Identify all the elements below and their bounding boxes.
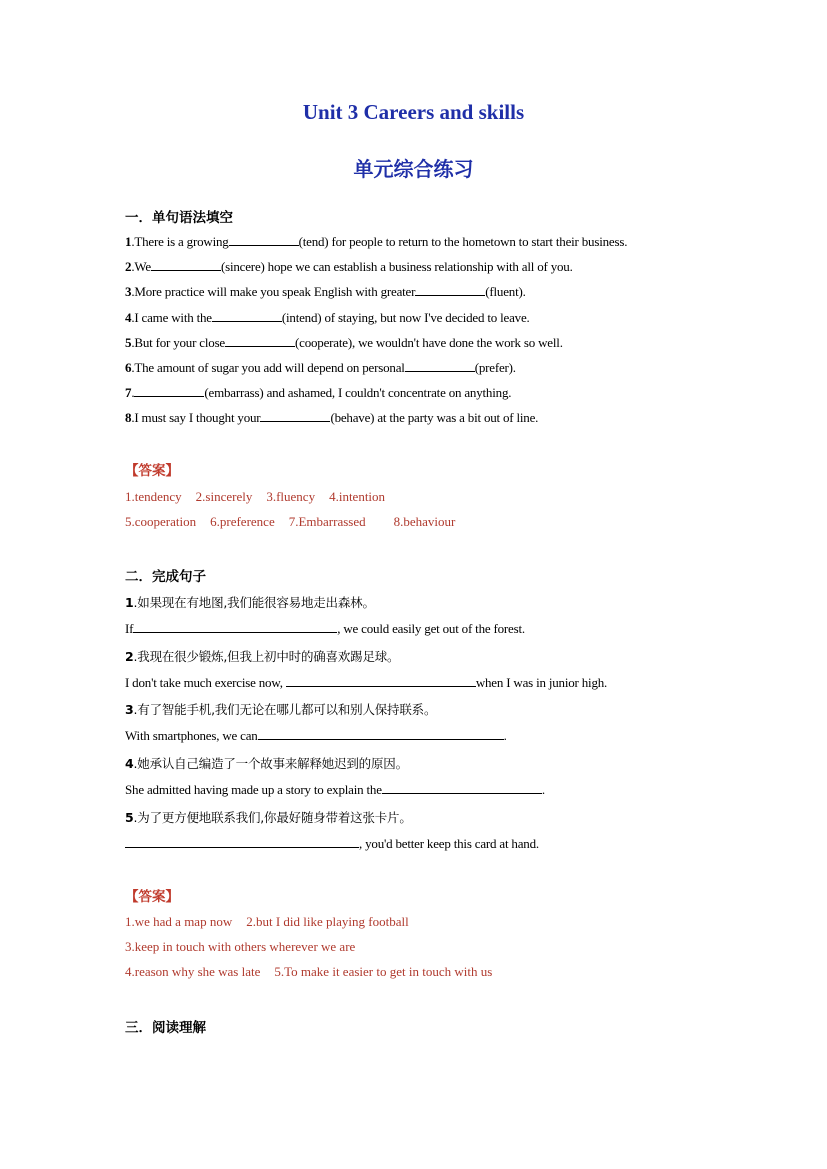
chinese-prompt: 1.如果现在有地图,我们能很容易地走出森林。: [125, 595, 375, 610]
question-line: 5.But for your close (cooperate), we wouldn't have done the work so well.: [125, 335, 563, 350]
page-subtitle: 单元综合练习: [353, 157, 474, 181]
answer-line: 1.tendency 2.sincerely 3.fluency 4.intention: [125, 489, 386, 504]
chinese-prompt: 3.有了智能手机,我们无论在哪儿都可以和别人保持联系。: [125, 702, 437, 717]
sentence-line: With smartphones, we can .: [125, 728, 507, 743]
question-line: 7. (embarrass) and ashamed, I couldn't concentrate on anything.: [125, 385, 512, 400]
answer-line: 4.reason why she was late 5.To make it easier to get in touch with us: [125, 964, 493, 979]
question-line: 2.We (sincere) hope we can establish a business relationship with all of you.: [125, 259, 573, 274]
sentence-line: I don't take much exercise now, when I was in junior high.: [125, 675, 608, 690]
question-line: 4.I came with the (intend) of staying, but now I've decided to leave.: [125, 310, 530, 325]
question-line: 3.More practice will make you speak English with greater (fluent).: [125, 284, 526, 299]
sentence-line: She admitted having made up a story to explain the .: [125, 782, 545, 797]
question-line: 8.I must say I thought your (behave) at the party was a bit out of line.: [125, 410, 539, 425]
section-heading-grammar: 一．单句语法填空: [125, 210, 233, 226]
section-heading-complete-sentences: 二．完成句子: [125, 569, 206, 585]
page-title: Unit 3 Careers and skills: [302, 100, 525, 124]
sentence-line: , you'd better keep this card at hand.: [125, 836, 539, 852]
chinese-prompt: 5.为了更方便地联系我们,你最好随身带着这张卡片。: [125, 810, 412, 825]
answer-line: 1.we had a map now 2.but I did like playing football: [125, 914, 409, 929]
answer-line: 5.cooperation 6.preference 7.Embarrassed 8.behaviour: [125, 514, 456, 529]
sentence-line: If , we could easily get out of the forest.: [125, 621, 525, 636]
section-heading-reading: 三．阅读理解: [125, 1020, 206, 1036]
answer-line: 3.keep in touch with others wherever we are: [125, 939, 356, 954]
question-line: 6.The amount of sugar you add will depend on personal (prefer).: [125, 360, 516, 375]
answer-heading: 【答案】: [125, 889, 179, 905]
chinese-prompt: 2.我现在很少锻炼,但我上初中时的确喜欢踢足球。: [125, 649, 400, 664]
answer-heading: 【答案】: [125, 463, 179, 479]
question-line: 1.There is a growing (tend) for people to return to the hometown to start their business.: [125, 234, 628, 249]
chinese-prompt: 4.她承认自己编造了一个故事来解释她迟到的原因。: [125, 756, 408, 771]
